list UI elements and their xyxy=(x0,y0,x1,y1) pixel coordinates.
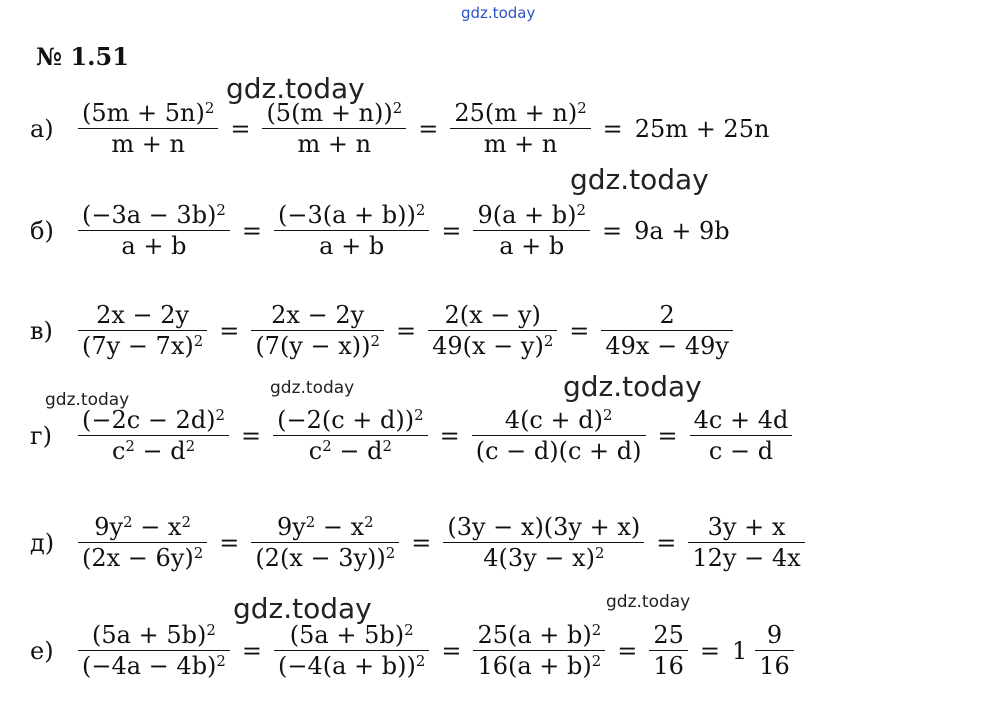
watermark-top: gdz.today xyxy=(461,4,536,22)
equals-sign: = xyxy=(418,114,439,143)
fraction xyxy=(443,512,644,573)
denominator: m + n xyxy=(111,130,185,158)
watermark: gdz.today xyxy=(45,390,130,410)
numerator: 2 xyxy=(659,301,675,329)
fraction xyxy=(262,98,406,159)
result-expression: 25m + 25n xyxy=(634,114,770,143)
numerator: $25(m + n)^2$ xyxy=(454,98,587,127)
denominator: m + n xyxy=(297,130,372,158)
numerator: $(-2(c + d))^2$ xyxy=(277,405,424,434)
item-label: б) xyxy=(30,216,54,245)
equals-sign: = xyxy=(441,636,462,665)
watermark: gdz.today xyxy=(606,592,691,612)
fraction xyxy=(428,300,557,361)
result-expression: 1 xyxy=(732,636,748,665)
denominator: 12y − 4x xyxy=(692,544,801,572)
equals-sign: = xyxy=(411,528,432,557)
equals-sign: = xyxy=(657,421,678,450)
denominator: $49(x - y)^2$ xyxy=(432,331,554,360)
result-expression: 9a + 9b xyxy=(634,216,730,245)
fraction xyxy=(601,300,733,361)
equation-row-b xyxy=(30,200,734,261)
fraction xyxy=(251,512,399,573)
numerator: (3y − x)(3y + x) xyxy=(447,513,641,541)
fraction xyxy=(274,620,429,681)
equals-sign: = xyxy=(241,421,262,450)
denominator: $(-4a - 4b)^2$ xyxy=(82,651,226,680)
denominator: $(2(x - 3y))^2$ xyxy=(255,543,396,572)
denominator: $(-4(a + b))^2$ xyxy=(278,651,426,680)
watermark: gdz.today xyxy=(563,370,702,403)
equals-sign: = xyxy=(219,528,240,557)
numerator: 2x − 2y xyxy=(96,301,190,329)
numerator: 2(x − y) xyxy=(444,301,541,329)
denominator: 16 xyxy=(759,652,790,680)
fraction xyxy=(472,405,646,466)
denominator: 16 xyxy=(653,652,684,680)
denominator: $c^2 - d^2$ xyxy=(111,436,196,465)
numerator: $4(c + d)^2$ xyxy=(504,405,613,434)
equation-row-d xyxy=(30,512,809,573)
equation-row-a xyxy=(30,98,773,159)
fraction xyxy=(78,200,230,261)
fraction xyxy=(273,405,427,466)
equals-sign: = xyxy=(601,216,623,245)
numerator: $9y^2 - x^2$ xyxy=(276,512,374,541)
numerator: $(-2c - 2d)^2$ xyxy=(82,405,226,434)
fraction xyxy=(690,405,793,466)
numerator: $25(a + b)^2$ xyxy=(477,620,602,649)
fraction xyxy=(450,98,590,159)
fraction xyxy=(473,620,605,681)
denominator: a + b xyxy=(319,232,385,260)
item-label: е) xyxy=(30,636,54,665)
item-label: д) xyxy=(30,528,55,557)
watermark: gdz.today xyxy=(226,72,365,105)
numerator: $(5m + 5n)^2$ xyxy=(82,98,215,127)
watermark: gdz.today xyxy=(270,378,355,398)
equals-sign: = xyxy=(241,636,262,665)
numerator: $(5a + 5b)^2$ xyxy=(289,620,414,649)
equals-sign: = xyxy=(602,114,623,143)
fraction xyxy=(755,620,794,681)
equals-sign: = xyxy=(699,636,720,665)
fraction xyxy=(688,512,804,573)
equals-sign: = xyxy=(219,316,240,345)
problem-number: № 1.51 xyxy=(36,42,129,71)
fraction xyxy=(274,200,429,261)
fraction xyxy=(78,512,207,573)
fraction xyxy=(78,620,230,681)
denominator: c − d xyxy=(708,437,774,465)
equation-row-g xyxy=(30,405,796,466)
equals-sign: = xyxy=(656,528,677,557)
item-label: в) xyxy=(30,316,53,345)
denominator: a + b xyxy=(121,232,187,260)
equals-sign: = xyxy=(441,216,462,245)
denominator: $c^2 - d^2$ xyxy=(308,436,392,465)
fraction xyxy=(251,300,384,361)
equals-sign: = xyxy=(617,636,638,665)
numerator: 4c + 4d xyxy=(693,406,789,434)
denominator: $(7(y - x))^2$ xyxy=(255,331,380,360)
numerator: $(-3(a + b))^2$ xyxy=(278,200,426,229)
fraction xyxy=(473,200,590,261)
numerator: $(-3a - 3b)^2$ xyxy=(82,200,226,229)
numerator: 2x − 2y xyxy=(271,301,365,329)
equals-sign: = xyxy=(241,216,262,245)
denominator: $(7y - 7x)^2$ xyxy=(82,331,204,360)
numerator: 3y + x xyxy=(707,513,786,541)
denominator: $4(3y - x)^2$ xyxy=(483,543,605,572)
denominator: (c − d)(c + d) xyxy=(475,437,642,465)
denominator: $16(a + b)^2$ xyxy=(477,651,602,680)
fraction xyxy=(649,620,688,681)
equation-row-v xyxy=(30,300,737,361)
equals-sign: = xyxy=(569,316,590,345)
equals-sign: = xyxy=(230,114,251,143)
numerator: $(5a + 5b)^2$ xyxy=(92,620,216,649)
numerator: 25 xyxy=(653,621,684,649)
watermark: gdz.today xyxy=(233,592,372,625)
equation-row-e xyxy=(30,620,798,681)
fraction xyxy=(78,300,207,361)
fraction xyxy=(78,98,218,159)
equals-sign: = xyxy=(395,316,417,345)
fraction xyxy=(78,405,229,466)
equals-sign: = xyxy=(439,421,460,450)
numerator: $9y^2 - x^2$ xyxy=(94,512,191,541)
denominator: $(2x - 6y)^2$ xyxy=(82,543,204,572)
denominator: 49x − 49y xyxy=(605,332,729,360)
numerator: $9(a + b)^2$ xyxy=(477,200,586,229)
denominator: a + b xyxy=(499,232,565,260)
numerator: $(5(m + n))^2$ xyxy=(266,98,403,127)
watermark: gdz.today xyxy=(570,163,709,196)
item-label: г) xyxy=(30,421,52,450)
item-label: а) xyxy=(30,114,54,143)
numerator: 9 xyxy=(766,621,783,649)
denominator: m + n xyxy=(483,130,558,158)
